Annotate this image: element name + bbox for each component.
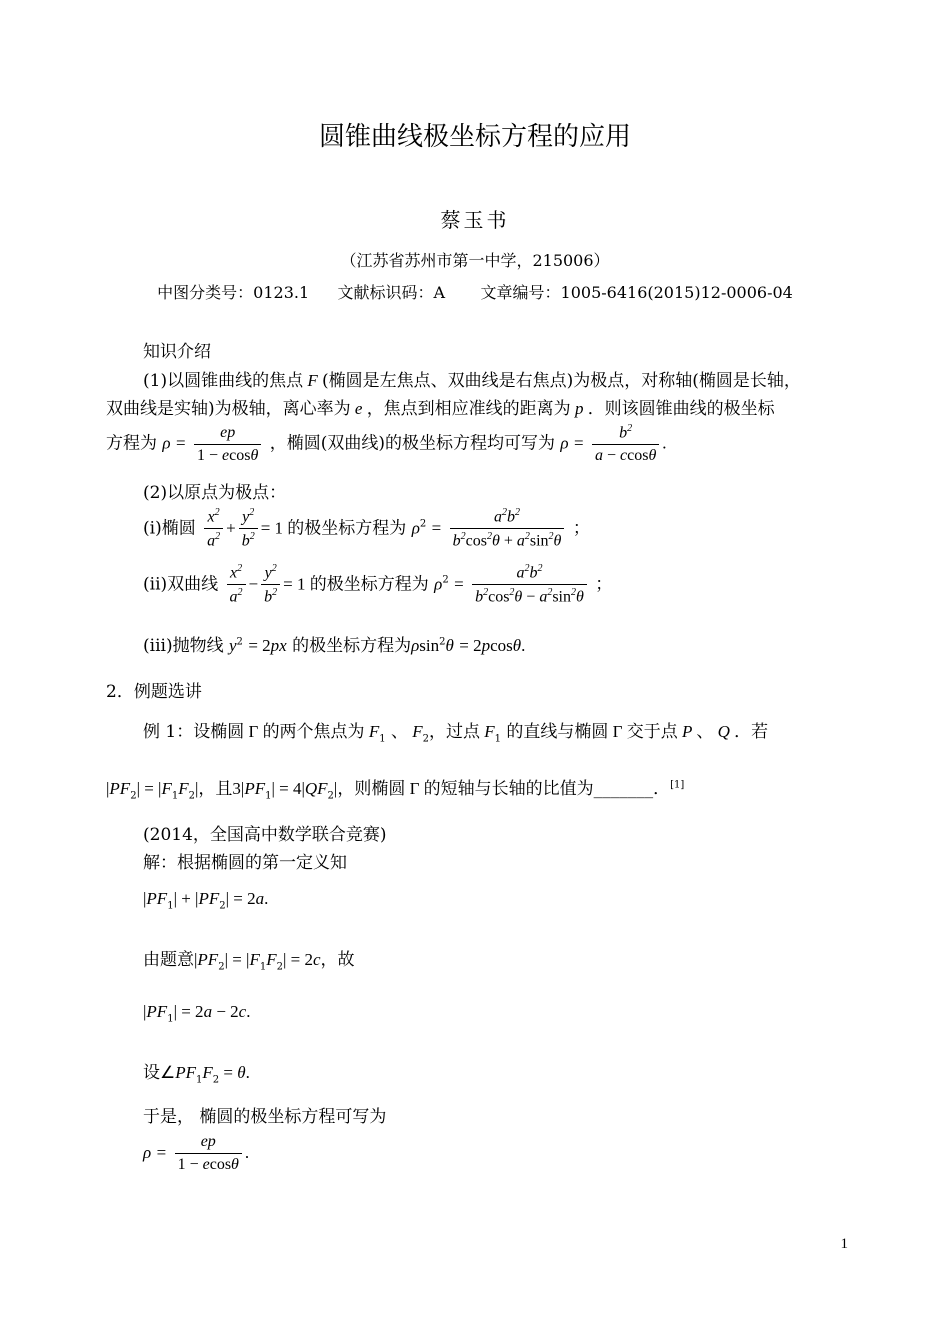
affiliation: （江苏省苏州市第一中学，215006）	[340, 251, 610, 270]
doc-label: 文献标识码：	[337, 283, 434, 302]
hyperbola-line: (ii)双曲线 $\frac{x^2}{a^2}$ − $\frac{y^2}{b^2}$ = 1 的极坐标方程为 $\rho^2$ = $\frac{a^2b^2}{b^2\cos^2\theta - a^2\sin^2\theta}$ ；	[143, 563, 613, 606]
fraction-ep: $\frac{ep}{1 - ecos\theta}$	[194, 424, 261, 465]
page-number: 1	[840, 1236, 848, 1252]
page-title: 圆锥曲线极坐标方程的应用	[318, 122, 631, 152]
doc-value: A	[433, 283, 446, 302]
paragraph-1-line-2: 双曲线是实轴)为极轴，离心率为 e ，焦点到相应准线的距离为 p ．则该圆锥曲线的极坐标	[106, 399, 775, 419]
paragraph-1-line-3: 方程为 ρ = $\frac{ep}{1 - ecos\theta}$ ，椭圆(双曲线)的极坐标方程均可写为 ρ = $\frac{b^2}{a - ccos\theta}$ .	[106, 423, 667, 465]
section-heading-knowledge: 知识介绍	[143, 342, 211, 362]
equation-4-line: 设$\angle PF_1F_2 = \theta$.	[143, 1063, 250, 1086]
parabola-line: (iii)抛物线 $y^2 = 2px$ 的极坐标方程为ρsin$^2$θ = 2pcosθ.	[143, 636, 526, 656]
paragraph-1-line-1: (1)以圆锥曲线的焦点 F (椭圆是左焦点、双曲线是右焦点)为极点，对称轴(椭圆是长轴，	[143, 371, 801, 391]
clc-label: 中图分类号：	[157, 283, 254, 302]
author-name: 蔡玉书	[440, 208, 510, 232]
fraction-b2: $\frac{b^2}{a - ccos\theta}$	[592, 423, 659, 465]
equation-3: $|PF_1| = 2a - 2c$.	[143, 1002, 251, 1025]
equation-1: $|PF_1| + |PF_2| = 2a$.	[143, 889, 269, 912]
ellipse-line: (i)椭圆 $\frac{x^2}{a^2}$ + $\frac{y^2}{b^2}$ = 1 的极坐标方程为 $\rho^2$ = $\frac{a^2b^2}{b^2\cos^2\theta + a^2\sin^2\theta}$ ；	[143, 507, 590, 550]
section-heading-examples: 2．例题选讲	[106, 682, 202, 702]
article-label: 文章编号：	[480, 283, 561, 302]
step-5: 于是， 椭圆的极坐标方程可写为	[143, 1107, 387, 1127]
solution-intro: 解：根据椭圆的第一定义知	[143, 853, 347, 873]
equation-2-line: 由题意$|PF_2| = |F_1F_2| = 2c$，故	[143, 950, 355, 973]
citation-ref: [1]	[670, 779, 685, 791]
paragraph-2: (2)以原点为极点：	[143, 483, 287, 503]
example-source: (2014，全国高中数学联合竞赛)	[143, 825, 387, 845]
example-1-line-2: $|PF_2| = |F_1F_2|$，且$3|PF_1| = 4|QF_2|$，则椭圆 Γ 的短轴与长轴的比值为_______．[1]	[106, 779, 685, 802]
example-1-line-1: 例 1：设椭圆 Γ 的两个焦点为 $F_1$ 、 $F_2$，过点 $F_1$ 的直线与椭圆 Γ 交于点 P 、 Q ．若	[143, 722, 769, 745]
final-equation: ρ = $\frac{ep}{1 - ecos\theta}$ .	[143, 1133, 250, 1173]
clc-value: 0123.1	[253, 283, 310, 302]
article-value: 1005-6416(2015)12-0006-04	[560, 283, 793, 302]
classification-line	[0, 280, 950, 303]
